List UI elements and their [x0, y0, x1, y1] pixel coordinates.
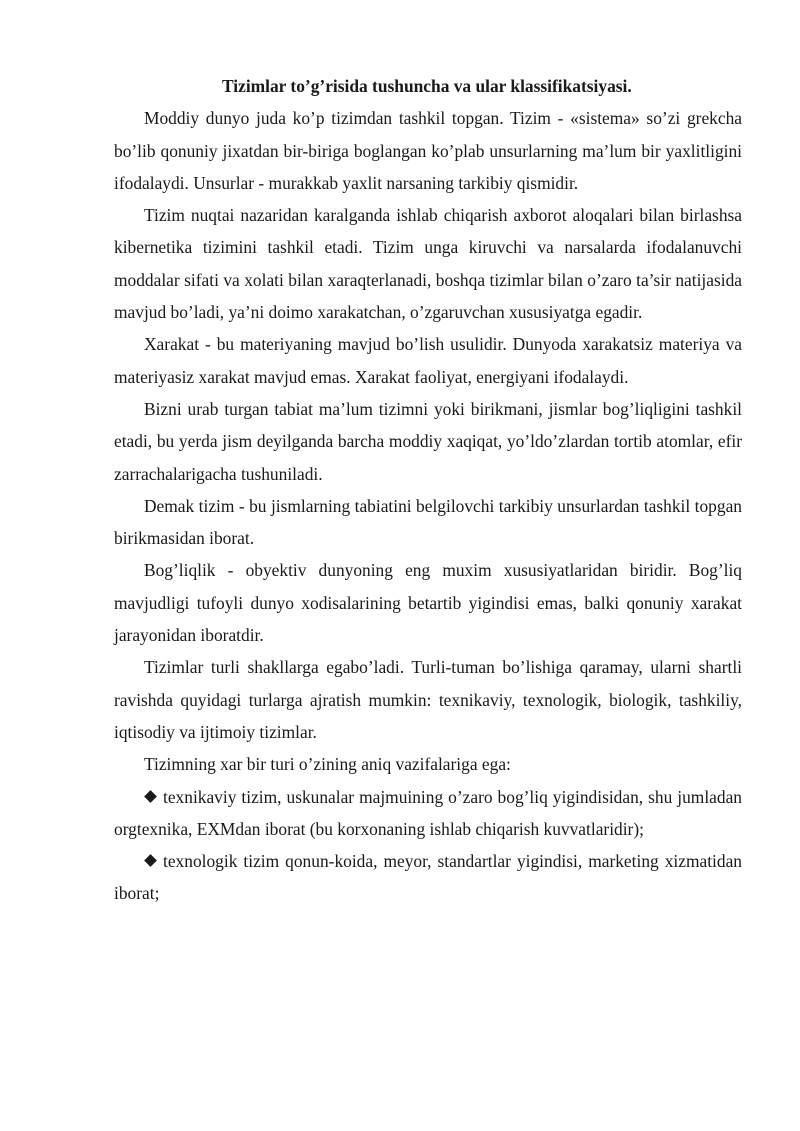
bullet-item-1	[114, 781, 742, 846]
paragraph-2: Tizim nuqtai nazaridan karalganda ishlab chiqarish axborot aloqalari bilan birlashsa kibernetika tizimini tashkil etadi. Tizim unga kiruvchi va narsalarda ifodalanuvchi moddalar sifati va xolati bilan xaraqterlanadi, boshqa tizimlar bilan o’zaro ta’sir natijasida mavjud bo’ladi, ya’ni doimo xarakatchan, o’zgaruvchan xususiyatga egadir.	[114, 205, 742, 323]
diamond-bullet-icon	[144, 790, 157, 803]
paragraph-6: Bog’liqlik - obyektiv dunyoning eng muxim xususiyatlaridan biridir. Bog’liq mavjudligi tufoyli dunyo xodisalarining betartib yigindisi emas, balki qonuniy xarakat jarayonidan iboratdir.	[114, 560, 742, 646]
bullet-text-2: texnologik tizim qonun-koida, meyor, standartlar yigindisi, marketing xizmatidan iborat;	[114, 851, 742, 904]
page-title: Tizimlar to’g’risida tushuncha va ular klassifikatsiyasi.	[222, 76, 632, 96]
paragraph-8: Tizimning xar bir turi o’zining aniq vazifalariga ega:	[144, 754, 511, 775]
paragraph-4: Bizni urab turgan tabiat ma’lum tizimni yoki birikmani, jismlar bog’liqligini tashkil etadi, bu yerda jism deyilganda barcha moddiy xaqiqat, yo’ldo’zlardan tortib atomlar, efir zarrachalarigacha tushuniladi.	[114, 398, 742, 484]
paragraph-3: Xarakat - bu materiyaning mavjud bo’lish usulidir. Dunyoda xarakatsiz materiya va materiyasiz xarakat mavjud emas. Xarakat faoliyat, energiyani ifodalaydi.	[114, 334, 742, 387]
bullet-item-2	[114, 845, 742, 910]
bullet-text-1: texnikaviy tizim, uskunalar majmuining o’zaro bog’liq yigindisidan, shu jumladan orgtexnika, EXMdan iborat (bu korxonaning ishlab chiqarish kuvvatlaridir);	[114, 786, 742, 839]
document-page	[114, 70, 742, 910]
diamond-bullet-icon	[144, 854, 157, 867]
paragraph-7: Tizimlar turli shakllarga egabo’ladi. Turli-tuman bo’lishiga qaramay, ularni shartli ravishda quyidagi turlarga ajratish mumkin: texnikaviy, texnologik, biologik, tashkiliy, iqtisodiy va ijtimoiy tizimlar.	[114, 657, 742, 742]
paragraph-1: Moddiy dunyo juda ko’p tizimdan tashkil topgan. Tizim - «sistema» so’zi grekcha bo’lib qonuniy jixatdan bir-biriga boglangan ko’plab unsurlarning ma’lum bir yaxlitligini ifodalaydi. Unsurlar - murakkab yaxlit narsaning tarkibiy qismidir.	[114, 108, 742, 193]
paragraph-5: Demak tizim - bu jismlarning tabiatini belgilovchi tarkibiy unsurlardan tashkil topgan birikmasidan iborat.	[114, 495, 742, 549]
